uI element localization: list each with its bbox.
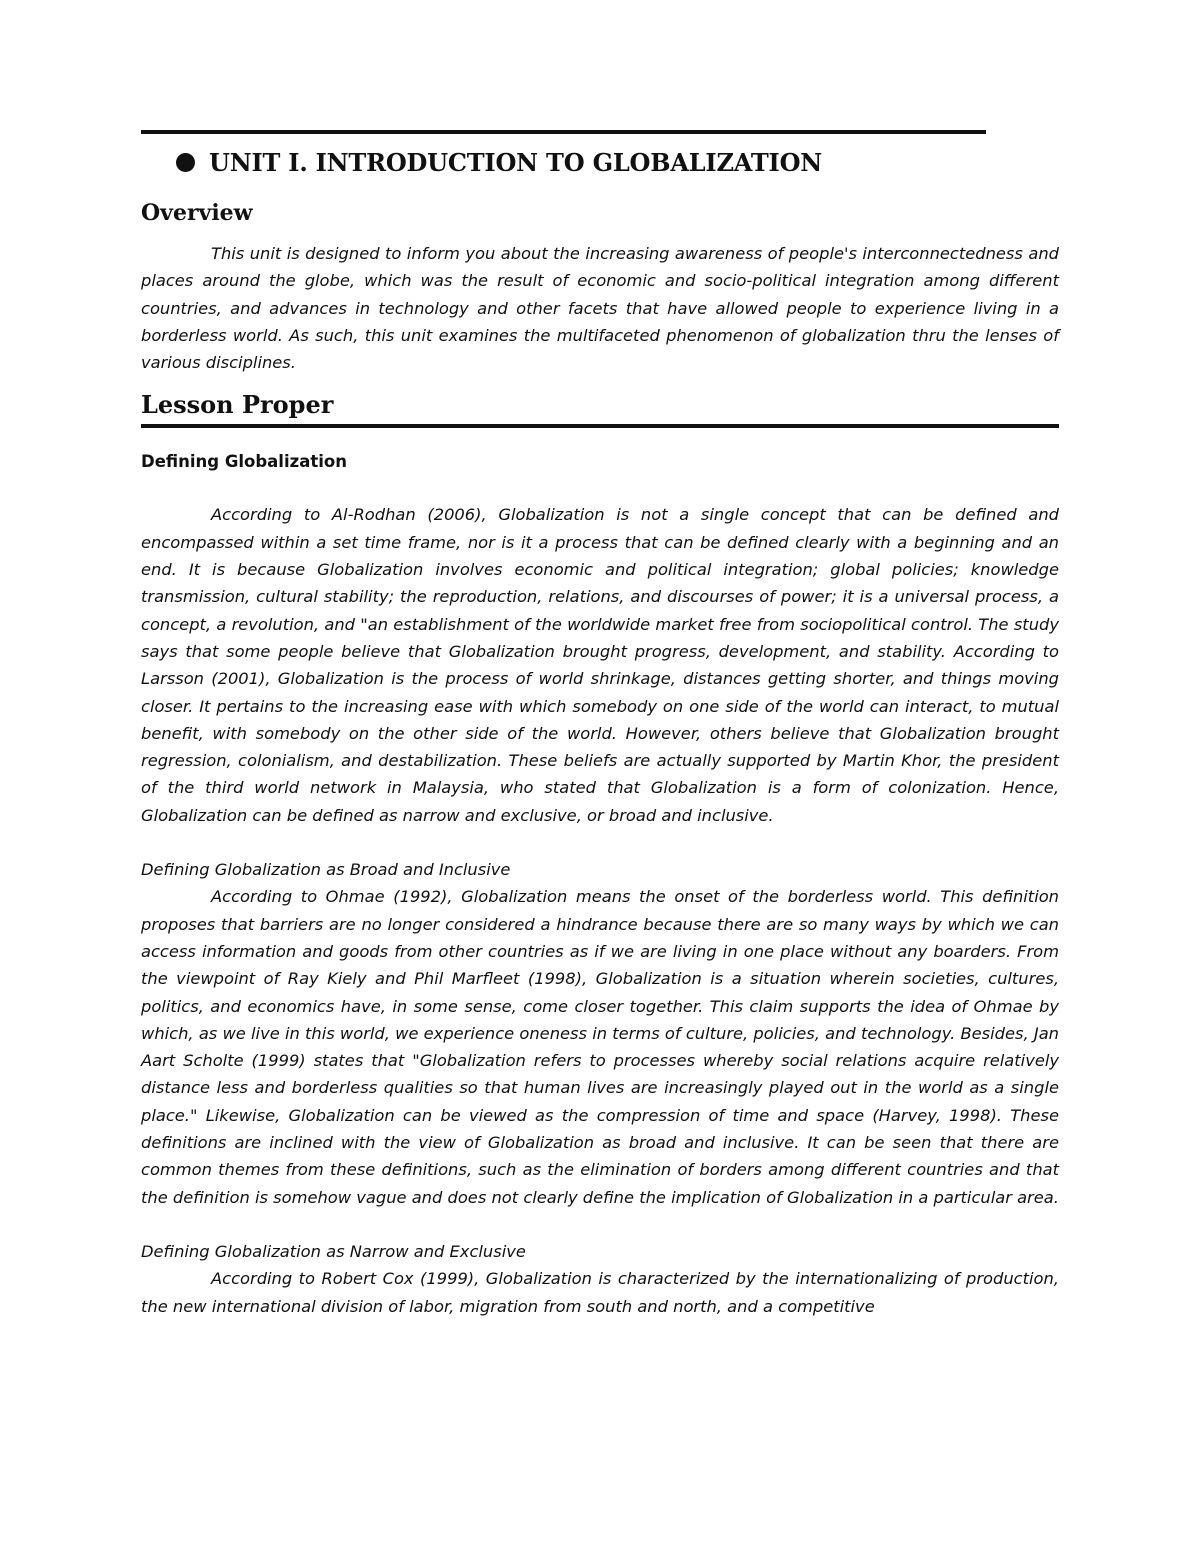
narrow-subheading: Defining Globalization as Narrow and Exclusive bbox=[141, 1241, 526, 1261]
bullet-icon bbox=[176, 153, 195, 172]
narrow-paragraph: According to Robert Cox (1999), Globalization is characterized by the internationalizing of production, the new international division of labor, migration from south and north, and a competitive bbox=[141, 1269, 1059, 1316]
unit-title: UNIT I. INTRODUCTION TO GLOBALIZATION bbox=[209, 147, 823, 177]
top-rule bbox=[141, 130, 986, 134]
document-page bbox=[141, 130, 1059, 1320]
overview-paragraph: This unit is designed to inform you about the increasing awareness of people's interconnectedness and places around the globe, which was the result of economic and socio-political integration among different countries, and advances in technology and other facets that have allowed people to experience living in a borderless world. As such, this unit examines the multifaceted phenomenon of globalization thru the lenses of various disciplines. bbox=[141, 244, 1059, 373]
overview-heading: Overview bbox=[141, 200, 253, 226]
broad-paragraph: According to Ohmae (1992), Globalization means the onset of the borderless world. This definition proposes that barriers are no longer considered a hindrance because there are so many ways by which we can access information and goods from other countries as if we are living in one place without any boarders. From the viewpoint of Ray Kiely and Phil Marfleet (1998), Globalization is a situation wherein societies, cultures, politics, and economics have, in some sense, come closer together. This claim supports the idea of Ohmae by which, as we live in this world, we experience oneness in terms of culture, policies, and technology. Besides, Jan Aart Scholte (1999) states that "Globalization refers to processes whereby social relations acquire relatively distance less and borderless qualities so that human lives are increasingly played out in the world as a single place." Likewise, Globalization can be viewed as the compression of time and space (Harvey, 1998). These definitions are inclined with the view of Globalization as broad and inclusive. It can be seen that there are common themes from these definitions, such as the elimination of borders among different countries and that the definition is somehow vague and does not clearly define the implication of Globalization in a particular area. bbox=[141, 887, 1059, 1207]
lesson-proper-heading: Lesson Proper bbox=[141, 390, 334, 420]
intro-paragraph: According to Al-Rodhan (2006), Globalization is not a single concept that can be defined and encompassed within a set time frame, nor is it a process that can be defined clearly with a beginning and an end. It is because Globalization involves economic and political integration; global policies; knowledge transmission, cultural stability; the reproduction, relations, and discourses of power; it is a universal process, a concept, a revolution, and "an establishment of the worldwide market free from sociopolitical control. The study says that some people believe that Globalization brought progress, development, and stability. According to Larsson (2001), Globalization is the process of world shrinkage, distances getting shorter, and things moving closer. It pertains to the increasing ease with which somebody on one side of the world can interact, to mutual benefit, with somebody on the other side of the world. However, others believe that Globalization brought regression, colonialism, and destabilization. These beliefs are actually supported by Martin Khor, the president of the third world network in Malaysia, who stated that Globalization is a form of colonization. Hence, Globalization can be defined as narrow and exclusive, or broad and inclusive. bbox=[141, 505, 1059, 825]
section-heading: Defining Globalization bbox=[141, 452, 347, 472]
broad-subheading: Defining Globalization as Broad and Inclusive bbox=[141, 860, 511, 880]
unit-title-row bbox=[176, 144, 1059, 180]
lesson-rule bbox=[141, 424, 1059, 428]
